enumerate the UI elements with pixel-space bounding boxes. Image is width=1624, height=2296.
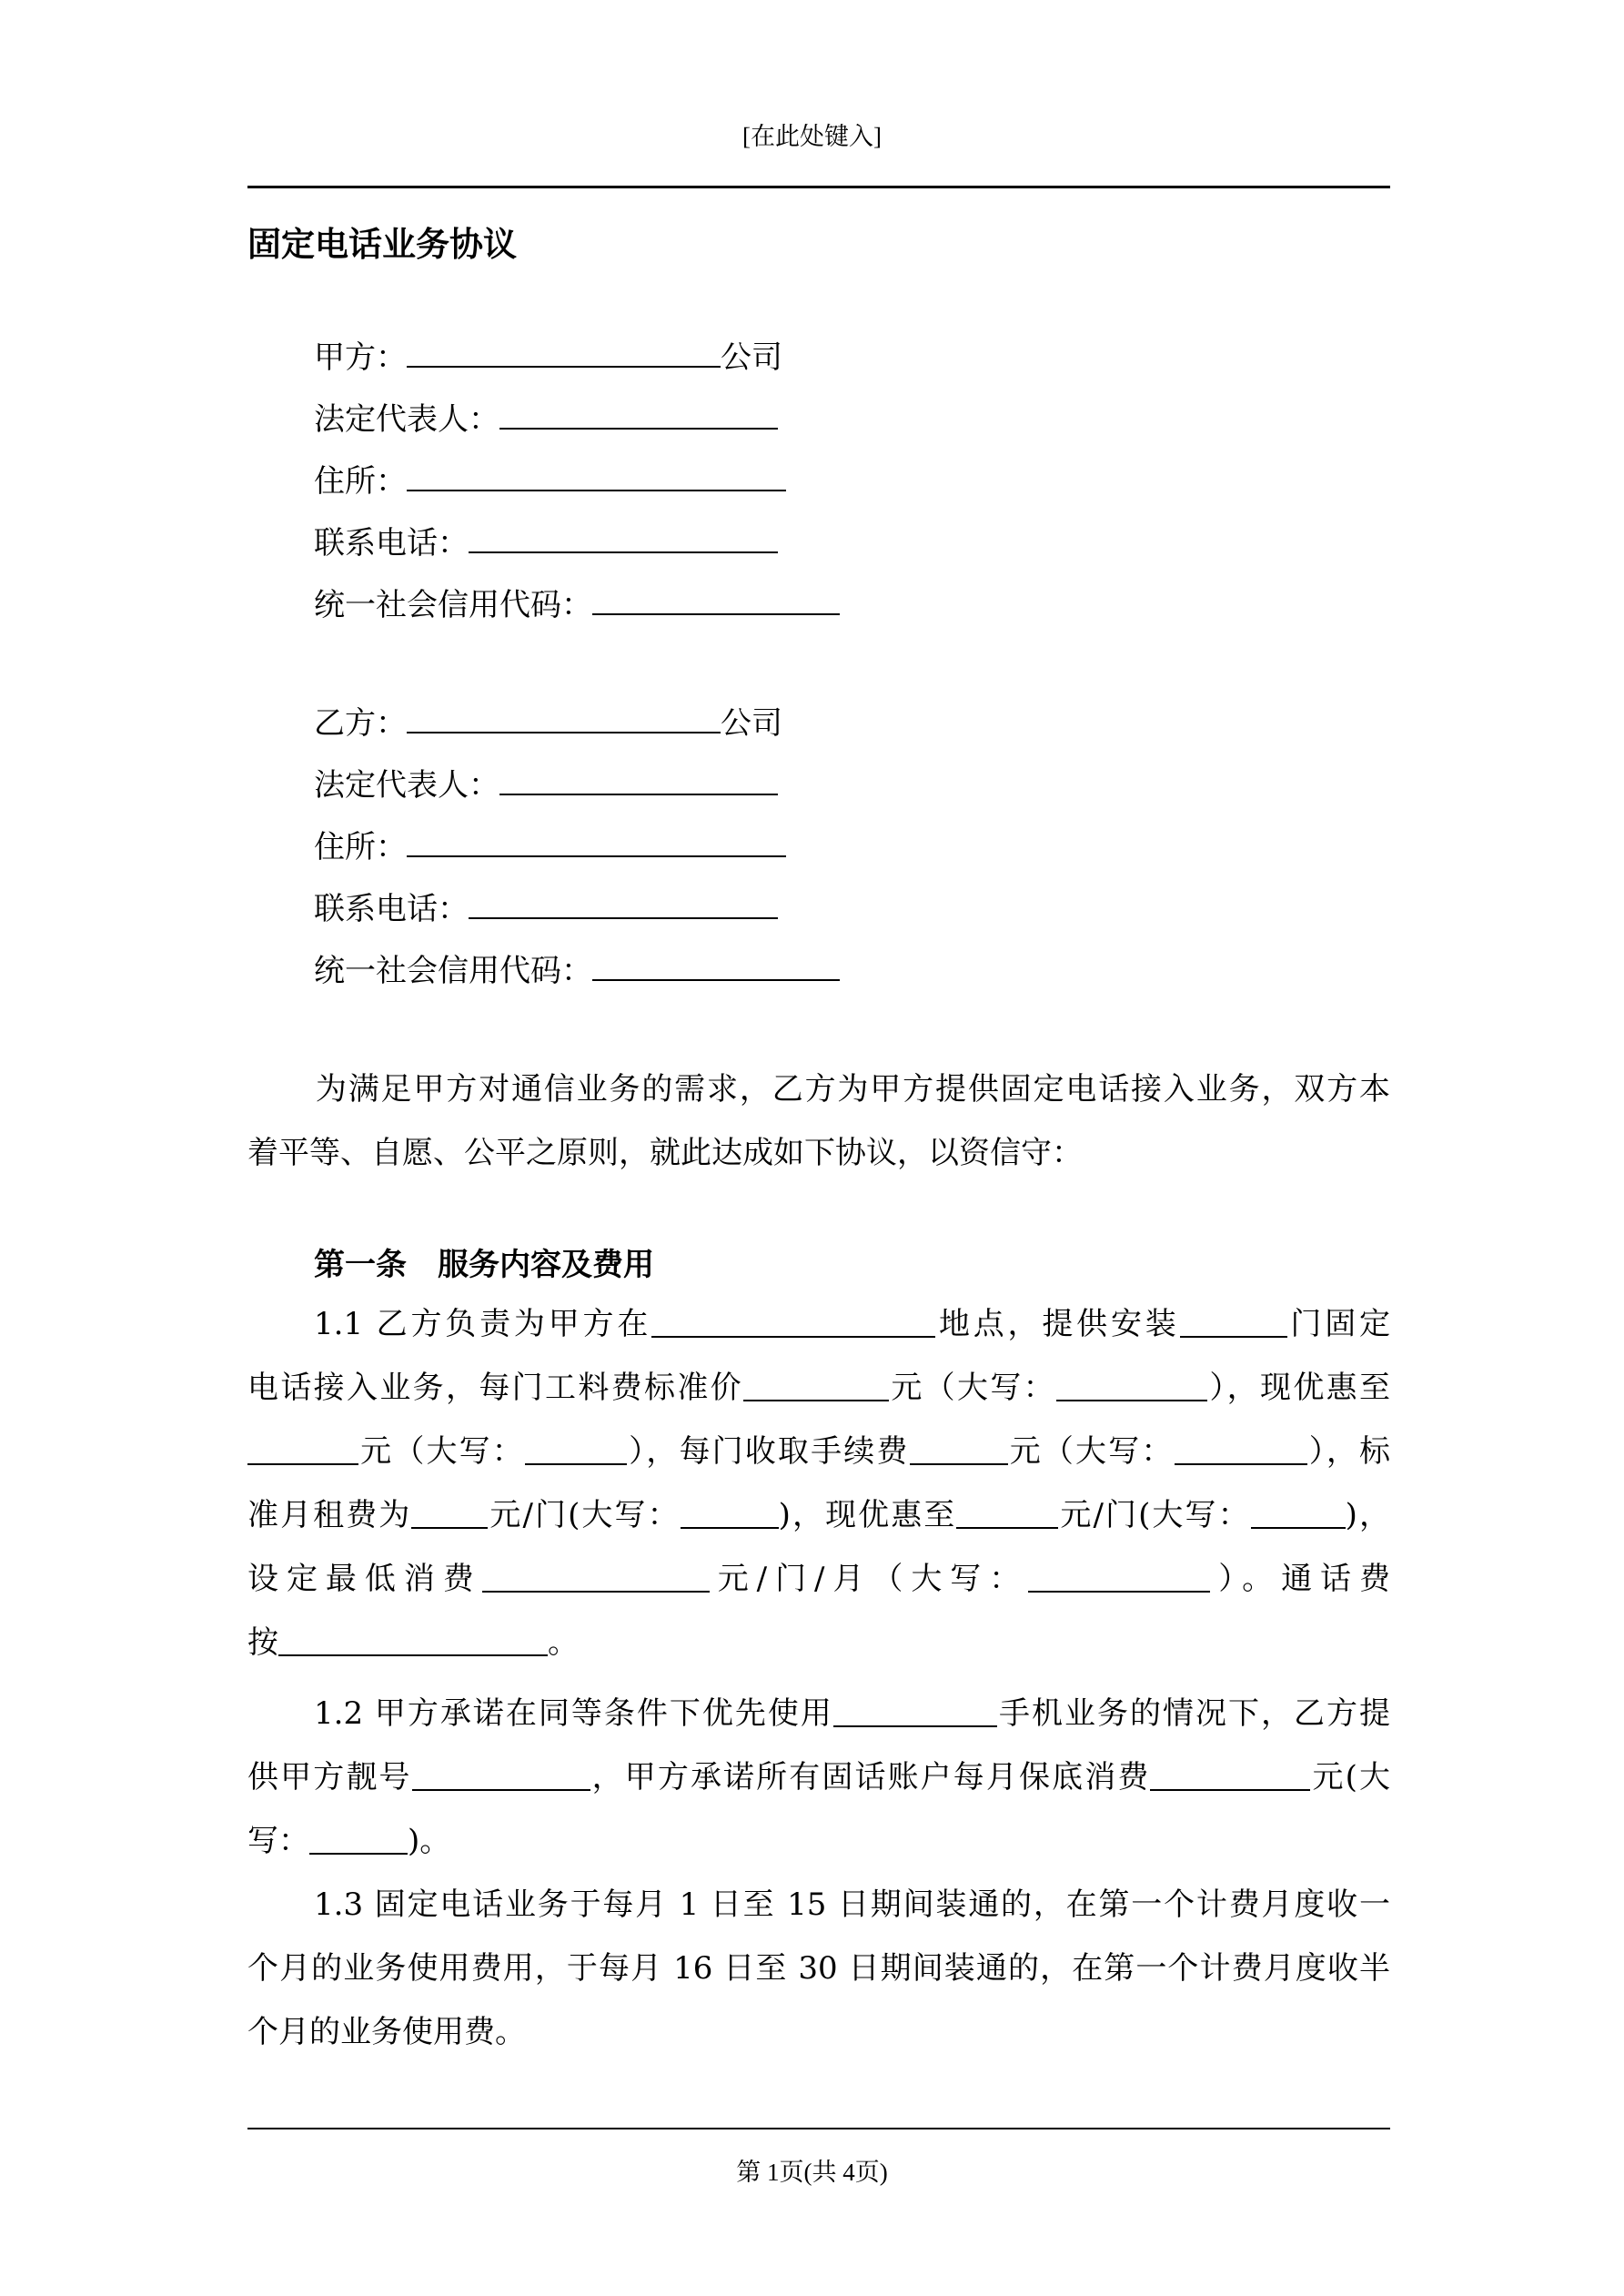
party-a-address-label: 住所： bbox=[314, 463, 407, 500]
discount-fee-blank[interactable] bbox=[247, 1436, 358, 1465]
monthly-rent-blank[interactable] bbox=[411, 1500, 488, 1529]
clause-1-2-line-3: 写： )。 bbox=[247, 1823, 451, 1859]
party-b-name-label: 乙方： bbox=[314, 705, 407, 742]
clause-1-3 bbox=[247, 1873, 1390, 2064]
handling-fee-words-blank[interactable] bbox=[1175, 1436, 1307, 1465]
location-blank[interactable] bbox=[651, 1309, 935, 1338]
discount-rent-words-blank[interactable] bbox=[1251, 1500, 1346, 1529]
party-b-rep-line bbox=[314, 763, 778, 808]
party-a-phone-line bbox=[314, 521, 778, 566]
min-consumption-words-blank[interactable] bbox=[1028, 1563, 1210, 1593]
party-a-name-suffix: 公司 bbox=[721, 339, 782, 376]
clause-1-1-line-6: 按 。 bbox=[247, 1624, 579, 1661]
party-b-credit-code-blank[interactable] bbox=[592, 948, 840, 981]
party-b-name-suffix: 公司 bbox=[721, 705, 782, 742]
party-a-name-line bbox=[314, 335, 782, 380]
section-1-number: 第一条 bbox=[314, 1247, 407, 1283]
call-fee-basis-blank[interactable] bbox=[278, 1627, 548, 1656]
page-footer: 第 1页(共 4页) bbox=[736, 2159, 888, 2186]
party-b-address-line bbox=[314, 824, 786, 870]
page-header: [在此处键入] bbox=[742, 123, 882, 150]
party-a-name-blank[interactable] bbox=[407, 335, 721, 368]
clause-1-3-line-1: 1.3 固定电话业务于每月 1 日至 15 日期间装通的，在第一个计费月度收一 bbox=[314, 1886, 1390, 1923]
clause-1-1-line-3: 元（大写： ），每门收取手续费 元（大写： ），标 bbox=[247, 1420, 1390, 1483]
party-a-rep-label: 法定代表人： bbox=[314, 401, 499, 438]
min-consumption-blank[interactable] bbox=[482, 1563, 710, 1593]
clause-1-2-line-1: 1.2 甲方承诺在同等条件下优先使用 手机业务的情况下，乙方提 bbox=[314, 1695, 1391, 1732]
guaranteed-spend-blank[interactable] bbox=[1150, 1762, 1310, 1791]
party-a-credit-code-blank[interactable] bbox=[592, 582, 840, 615]
vanity-number-blank[interactable] bbox=[412, 1762, 590, 1791]
party-a-name-label: 甲方： bbox=[314, 339, 407, 376]
party-b-phone-line bbox=[314, 886, 778, 932]
clause-1-2 bbox=[247, 1682, 1390, 1873]
clause-1-1 bbox=[247, 1292, 1390, 1674]
party-a-credit-code-line bbox=[314, 582, 840, 628]
party-b-address-blank[interactable] bbox=[407, 824, 786, 857]
guaranteed-spend-words-blank[interactable] bbox=[309, 1826, 408, 1855]
footer-rule bbox=[247, 2128, 1390, 2129]
party-b-name-blank[interactable] bbox=[407, 701, 721, 733]
party-b-phone-label: 联系电话： bbox=[314, 891, 469, 927]
header-rule bbox=[247, 186, 1390, 188]
install-fee-blank[interactable] bbox=[743, 1372, 889, 1401]
party-b-address-label: 住所： bbox=[314, 829, 407, 865]
party-a-phone-blank[interactable] bbox=[469, 521, 778, 553]
install-fee-words-blank[interactable] bbox=[1056, 1372, 1207, 1401]
party-b-phone-blank[interactable] bbox=[469, 886, 778, 919]
party-b-rep-blank[interactable] bbox=[499, 763, 778, 795]
clause-1-1-line-4: 准月租费为 元/门(大写： )，现优惠至 元/门(大写： )， bbox=[247, 1497, 1390, 1533]
handling-fee-blank[interactable] bbox=[910, 1436, 1008, 1465]
party-b-name-line bbox=[314, 701, 782, 746]
discount-fee-words-blank[interactable] bbox=[525, 1436, 627, 1465]
discount-rent-blank[interactable] bbox=[956, 1500, 1058, 1529]
section-1-heading bbox=[314, 1239, 654, 1284]
line-count-blank[interactable] bbox=[1180, 1309, 1287, 1338]
intro-paragraph bbox=[247, 1057, 1390, 1185]
document-title: 固定电话业务协议 bbox=[247, 224, 517, 264]
party-b-rep-label: 法定代表人： bbox=[314, 767, 499, 804]
clause-1-1-line-1: 1.1 乙方负责为甲方在 地点，提供安装 门固定 bbox=[314, 1306, 1391, 1342]
mobile-service-blank[interactable] bbox=[833, 1698, 997, 1727]
clause-1-3-line-3: 个月的业务使用费。 bbox=[247, 2014, 526, 2050]
intro-line-2: 着平等、自愿、公平之原则，就此达成如下协议，以资信守： bbox=[247, 1135, 1083, 1171]
clause-1-2-line-2: 供甲方靓号 ，甲方承诺所有固话账户每月保底消费 元(大 bbox=[247, 1759, 1391, 1795]
party-a-address-blank[interactable] bbox=[407, 459, 786, 491]
clause-1-3-line-2: 个月的业务使用费用，于每月 16 日至 30 日期间装通的，在第一个计费月度收半 bbox=[247, 1950, 1390, 1987]
clause-1-1-line-5: 设定最低消费 元/门/月（大写： ）。通话费 bbox=[247, 1561, 1391, 1597]
intro-line-1: 为满足甲方对通信业务的需求，乙方为甲方提供固定电话接入业务，双方本 bbox=[314, 1071, 1390, 1108]
party-a-rep-line bbox=[314, 397, 778, 442]
party-a-phone-label: 联系电话： bbox=[314, 525, 469, 561]
party-a-rep-blank[interactable] bbox=[499, 397, 778, 430]
monthly-rent-words-blank[interactable] bbox=[681, 1500, 779, 1529]
party-a-address-line bbox=[314, 459, 786, 504]
clause-1-1-line-2: 电话接入业务，每门工料费标准价 元（大写： ），现优惠至 bbox=[247, 1370, 1390, 1406]
party-b-credit-code-label: 统一社会信用代码： bbox=[314, 953, 592, 989]
party-b-credit-code-line bbox=[314, 948, 840, 994]
party-a-credit-code-label: 统一社会信用代码： bbox=[314, 587, 592, 623]
section-1-title: 服务内容及费用 bbox=[438, 1247, 654, 1283]
